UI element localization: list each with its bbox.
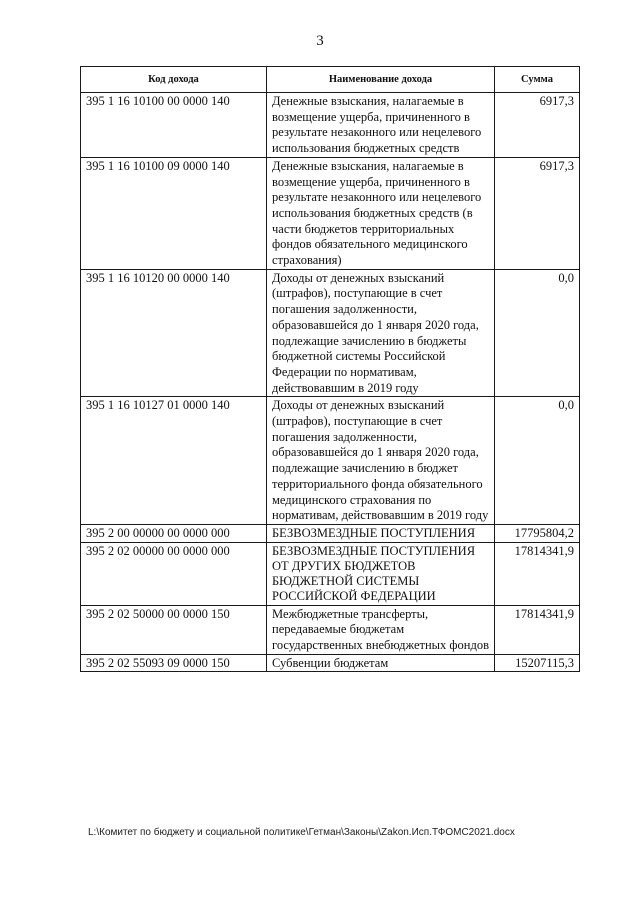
header-name: Наименование дохода xyxy=(267,67,495,93)
revenue-name: Денежные взыскания, налагаемые в возмещение ущерба, причиненного в результате незаконного или нецелевого использования бюджетных средств (в части бюджетов территориальных фондов обязательного медицинского страхования) xyxy=(267,157,495,269)
revenue-sum: 17814341,9 xyxy=(495,605,580,654)
revenue-name: БЕЗВОЗМЕЗДНЫЕ ПОСТУПЛЕНИЯ ОТ ДРУГИХ БЮДЖЕТОВ БЮДЖЕТНОЙ СИСТЕМЫ РОССИЙСКОЙ ФЕДЕРАЦИИ xyxy=(267,542,495,605)
revenue-code: 395 2 02 50000 00 0000 150 xyxy=(81,605,267,654)
revenue-name: Субвенции бюджетам xyxy=(267,654,495,672)
table-row xyxy=(81,157,580,269)
revenue-name: Межбюджетные трансферты, передаваемые бюджетам государственных внебюджетных фондов xyxy=(267,605,495,654)
revenue-name: Доходы от денежных взысканий (штрафов), поступающие в счет погашения задолженности, образовавшейся до 1 января 2020 года, подлежащие зачислению в бюджеты бюджетной системы Российской Федерации по нормативам, действовавшим в 2019 году xyxy=(267,269,495,397)
table-row xyxy=(81,524,580,542)
table-row xyxy=(81,93,580,158)
table-row xyxy=(81,542,580,605)
table-row xyxy=(81,605,580,654)
revenue-code: 395 2 00 00000 00 0000 000 xyxy=(81,524,267,542)
table-row xyxy=(81,269,580,397)
revenue-name: Денежные взыскания, налагаемые в возмещение ущерба, причиненного в результате незаконного или нецелевого использования бюджетных средств xyxy=(267,93,495,158)
revenue-code: 395 1 16 10100 00 0000 140 xyxy=(81,93,267,158)
revenue-code: 395 1 16 10100 09 0000 140 xyxy=(81,157,267,269)
revenue-code: 395 2 02 00000 00 0000 000 xyxy=(81,542,267,605)
revenue-table xyxy=(80,66,580,672)
revenue-sum: 17814341,9 xyxy=(495,542,580,605)
table-header-row xyxy=(81,67,580,93)
revenue-sum: 15207115,3 xyxy=(495,654,580,672)
table-row xyxy=(81,397,580,525)
revenue-code: 395 2 02 55093 09 0000 150 xyxy=(81,654,267,672)
table-row xyxy=(81,654,580,672)
revenue-sum: 0,0 xyxy=(495,397,580,525)
revenue-name: Доходы от денежных взысканий (штрафов), поступающие в счет погашения задолженности, образовавшейся до 1 января 2020 года, подлежащие зачислению в бюджет территориального фонда обязательного медицинского страхования по нормативам, действовавшим в 2019 году xyxy=(267,397,495,525)
page-number: 3 xyxy=(316,33,324,49)
revenue-code: 395 1 16 10120 00 0000 140 xyxy=(81,269,267,397)
header-sum: Сумма xyxy=(495,67,580,93)
revenue-sum: 0,0 xyxy=(495,269,580,397)
revenue-sum: 17795804,2 xyxy=(495,524,580,542)
revenue-name: БЕЗВОЗМЕЗДНЫЕ ПОСТУПЛЕНИЯ xyxy=(267,524,495,542)
revenue-sum: 6917,3 xyxy=(495,93,580,158)
revenue-sum: 6917,3 xyxy=(495,157,580,269)
header-code: Код дохода xyxy=(81,67,267,93)
revenue-code: 395 1 16 10127 01 0000 140 xyxy=(81,397,267,525)
file-path-footer: L:\Комитет по бюджету и социальной политике\Гетман\Законы\Zakon.Исп.ТФОМС2021.docx xyxy=(88,827,515,838)
